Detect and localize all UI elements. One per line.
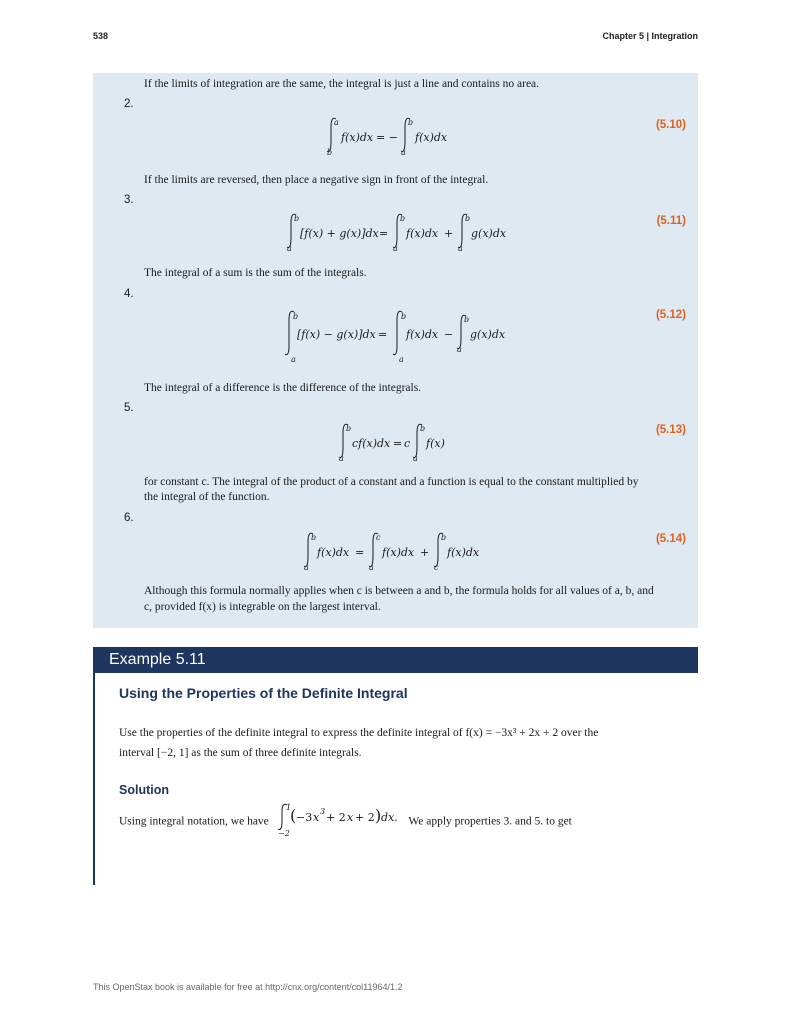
svg-text:b: b (346, 424, 352, 433)
svg-text:+ 2: + 2 (354, 811, 375, 824)
equation-label-5-12: (5.12) (655, 309, 686, 321)
svg-text:[f(x) + g(x)]dx: [f(x) + g(x)]dx (299, 227, 379, 240)
svg-text:a: a (456, 345, 462, 354)
svg-text:a: a (304, 563, 309, 572)
svg-text:a: a (290, 355, 296, 364)
svg-text:x: x (312, 811, 319, 824)
solution-heading: Solution (119, 783, 169, 797)
svg-text:b: b (326, 148, 332, 157)
svg-text:f(x)dx: f(x)dx (340, 131, 373, 144)
svg-text:[f(x) − g(x)]dx: [f(x) − g(x)]dx (296, 328, 376, 341)
property-number-6: 6. (124, 512, 134, 524)
svg-text:a: a (413, 454, 418, 463)
svg-text:b: b (420, 424, 426, 433)
svg-text:a: a (457, 244, 463, 253)
svg-text:b: b (399, 214, 405, 223)
solution-pre-text: Using integral notation, we have (119, 815, 269, 828)
svg-text:f(x)dx: f(x)dx (317, 546, 350, 559)
svg-text:=: = (377, 328, 387, 341)
property-5-text-line-1: for constant c. The integral of the product of a constant and a function is equal to the constant multiplied by (144, 476, 639, 488)
svg-text:a: a (333, 118, 339, 127)
svg-text:+ 2: + 2 (325, 811, 346, 824)
equation-label-5-13: (5.13) (655, 424, 686, 436)
svg-text:f(x)dx: f(x)dx (382, 546, 415, 559)
example-side-rule (93, 673, 95, 885)
svg-text:b: b (464, 214, 470, 223)
svg-text:cf(x)dx: cf(x)dx (352, 437, 391, 450)
intro-text: If the limits of integration are the same, the integral is just a line and contains no area. (144, 78, 540, 90)
svg-text:a: a (286, 244, 292, 253)
svg-text:−: − (443, 328, 453, 341)
svg-text:f(x)dx: f(x)dx (414, 131, 447, 144)
solution-integral (274, 803, 404, 838)
property-number-2: 2. (124, 98, 134, 110)
example-problem-line-1: Use the properties of the definite integral to express the definite integral of f(x) = −3x³ + 2x + 2 over the (119, 727, 599, 739)
property-6-text-line-1: Although this formula normally applies when c is between a and b, the formula holds for all values of a, b, and (144, 585, 654, 597)
svg-text:1: 1 (285, 803, 291, 812)
svg-text:−2: −2 (277, 829, 290, 838)
svg-text:f(x)dx: f(x)dx (405, 328, 438, 341)
example-problem-line-2: interval [−2, 1] as the sum of three definite integrals. (119, 747, 362, 759)
svg-text:=: = (355, 546, 365, 559)
property-number-5: 5. (124, 402, 134, 414)
formula-5-14 (93, 532, 698, 574)
svg-text:=: = (378, 227, 388, 240)
svg-text:c: c (434, 563, 439, 572)
svg-text:f(x)dx: f(x)dx (405, 227, 438, 240)
properties-box (93, 73, 698, 628)
svg-text:+: + (443, 227, 453, 240)
svg-text:g(x)dx: g(x)dx (470, 227, 506, 240)
equation-label-5-11: (5.11) (656, 215, 686, 227)
solution-post-text: We apply properties 3. and 5. to get (408, 815, 572, 828)
formula-5-11 (93, 213, 698, 255)
svg-text:b: b (407, 118, 413, 127)
svg-text:b: b (292, 312, 298, 321)
svg-text:c: c (404, 437, 411, 450)
svg-text:g(x)dx: g(x)dx (469, 328, 505, 341)
svg-text:a: a (400, 148, 406, 157)
page-number: 538 (93, 31, 109, 41)
svg-text:c: c (376, 533, 381, 542)
svg-text:b: b (463, 315, 469, 324)
svg-text:f(x): f(x) (426, 437, 445, 450)
svg-text:b: b (441, 533, 447, 542)
svg-text:=: = (393, 437, 403, 450)
formula-5-10 (93, 117, 698, 159)
svg-text:a: a (339, 454, 344, 463)
svg-text:): ) (374, 806, 381, 825)
property-6-text-line-2: c, provided f(x) is integrable on the largest interval. (144, 601, 381, 613)
formula-5-13 (93, 423, 698, 465)
property-3-text: The integral of a sum is the sum of the integrals. (144, 267, 367, 279)
equation-label-5-14: (5.14) (655, 533, 686, 545)
property-4-text: The integral of a difference is the difference of the integrals. (144, 382, 422, 394)
footer-text: This OpenStax book is available for free at http://cnx.org/content/col11964/1.2 (93, 982, 403, 992)
svg-text:(: ( (289, 806, 296, 825)
property-number-3: 3. (124, 194, 134, 206)
svg-text:b: b (293, 214, 299, 223)
svg-text:= −: = − (375, 131, 398, 144)
property-2-text: If the limits are reversed, then place a negative sign in front of the integral. (144, 174, 489, 186)
formula-5-12 (93, 310, 698, 364)
example-header-bar (93, 647, 698, 673)
svg-text:−3: −3 (295, 811, 312, 824)
svg-text:dx.: dx. (380, 811, 398, 824)
equation-label-5-10: (5.10) (655, 119, 686, 131)
svg-text:b: b (400, 312, 406, 321)
svg-text:x: x (346, 811, 353, 824)
svg-text:a: a (369, 563, 374, 572)
solution-text (119, 803, 572, 838)
svg-text:3: 3 (319, 807, 325, 816)
svg-text:b: b (311, 533, 317, 542)
chapter-header: Chapter 5 | Integration (602, 31, 698, 41)
svg-text:a: a (392, 244, 398, 253)
svg-text:a: a (398, 355, 404, 364)
example-title: Using the Properties of the Definite Integral (119, 685, 408, 701)
example-label: Example 5.11 (109, 651, 206, 668)
property-number-4: 4. (124, 288, 134, 300)
svg-text:+: + (420, 546, 430, 559)
property-5-text-line-2: the integral of the function. (144, 491, 270, 503)
svg-text:f(x)dx: f(x)dx (447, 546, 480, 559)
